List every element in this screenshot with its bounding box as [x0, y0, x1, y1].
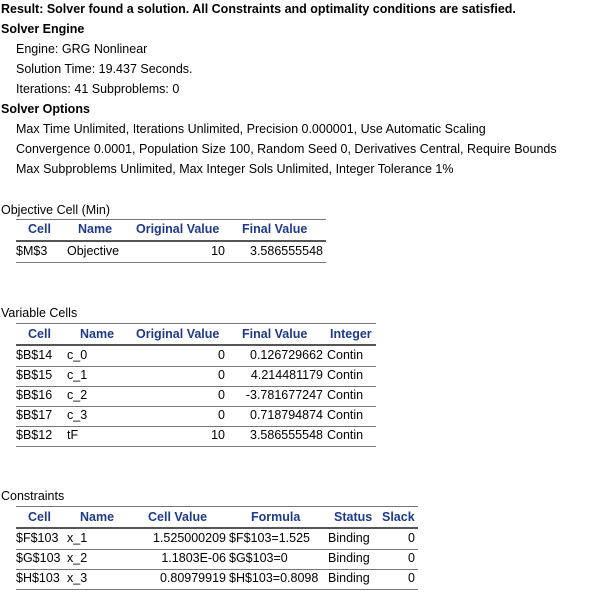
column-header: Cell: [28, 510, 51, 524]
table-cell: 0: [218, 408, 225, 422]
column-header: Cell Value: [148, 510, 208, 524]
table-cell: $B$17: [16, 408, 53, 422]
table-cell: Objective: [67, 244, 120, 258]
table-cell: Contin: [327, 368, 364, 382]
table-divider: [16, 446, 376, 447]
table-cell: $B$14: [16, 348, 53, 362]
column-header: Name: [80, 510, 115, 524]
table-divider: [16, 426, 376, 427]
table-cell: 4.214481179: [250, 368, 323, 382]
column-header: Final Value: [242, 327, 308, 341]
table-cell: Binding: [328, 551, 370, 565]
table-cell: 0: [218, 388, 225, 402]
column-header: Integer: [330, 327, 372, 341]
table-divider: [16, 549, 418, 550]
table-cell: 10: [211, 428, 225, 442]
objective-title: Objective Cell (Min): [1, 203, 111, 217]
table-cell: 0: [218, 348, 225, 362]
table-divider: [16, 386, 376, 387]
options-line: Max Subproblems Unlimited, Max Integer Sols Unlimited, Integer Tolerance 1%: [16, 162, 454, 176]
solver-engine-heading: Solver Engine: [1, 22, 85, 36]
options-line: Convergence 0.0001, Population Size 100, Random Seed 0, Derivatives Central, Require Bounds: [16, 142, 557, 156]
table-cell: 0.718794874: [250, 408, 323, 422]
table-divider: [16, 569, 418, 570]
table-divider: [16, 406, 376, 407]
table-divider: [16, 240, 326, 242]
table-cell: $G$103=0: [229, 551, 288, 565]
column-header: Formula: [251, 510, 301, 524]
table-cell: 0: [408, 551, 415, 565]
column-header: Slack: [382, 510, 415, 524]
table-divider: [16, 262, 326, 263]
column-header: Cell: [28, 327, 51, 341]
table-cell: $B$15: [16, 368, 53, 382]
column-header: Final Value: [242, 222, 308, 236]
table-cell: 0: [218, 368, 225, 382]
table-cell: $G$103: [16, 551, 61, 565]
table-cell: $H$103: [16, 571, 60, 585]
table-cell: $B$16: [16, 388, 53, 402]
table-cell: 1.525000209: [153, 531, 226, 545]
table-cell: 3.586555548: [250, 428, 323, 442]
column-header: Name: [78, 222, 113, 236]
table-cell: 3.586555548: [250, 244, 323, 258]
result-message: Result: Solver found a solution. All Constraints and optimality conditions are satisfied.: [1, 2, 516, 16]
table-cell: 0.80979919: [159, 571, 226, 585]
table-cell: $M$3: [16, 244, 48, 258]
table-cell: x_3: [67, 571, 88, 585]
table-cell: 10: [211, 244, 225, 258]
table-cell: c_1: [67, 368, 88, 382]
table-cell: Contin: [327, 428, 364, 442]
column-header: Original Value: [136, 327, 220, 341]
table-divider: [16, 506, 418, 507]
table-cell: c_2: [67, 388, 88, 402]
table-cell: 0: [408, 571, 415, 585]
options-line: Max Time Unlimited, Iterations Unlimited, Precision 0.000001, Use Automatic Scaling: [16, 122, 486, 136]
constraints-title: Constraints: [1, 489, 65, 503]
table-divider: [16, 323, 376, 324]
solver-options-heading: Solver Options: [1, 102, 90, 116]
table-divider: [16, 344, 376, 346]
table-divider: [16, 589, 418, 590]
table-divider: [16, 527, 418, 529]
table-cell: Contin: [327, 408, 364, 422]
variable-cells-title: Variable Cells: [1, 306, 78, 320]
column-header: Status: [334, 510, 373, 524]
solution-time-line: Solution Time: 19.437 Seconds.: [16, 62, 193, 76]
column-header: Name: [80, 327, 115, 341]
table-cell: -3.781677247: [245, 388, 323, 402]
table-divider: [16, 366, 376, 367]
iterations-line: Iterations: 41 Subproblems: 0: [16, 82, 180, 96]
table-divider: [16, 219, 326, 220]
table-cell: Contin: [327, 388, 364, 402]
table-cell: $F$103=1.525: [229, 531, 310, 545]
table-cell: c_3: [67, 408, 88, 422]
column-header: Cell: [28, 222, 51, 236]
table-cell: $H$103=0.8098: [229, 571, 319, 585]
table-cell: 1.1803E-06: [161, 551, 226, 565]
table-cell: Contin: [327, 348, 364, 362]
table-cell: $F$103: [16, 531, 59, 545]
table-cell: x_2: [67, 551, 88, 565]
table-cell: 0: [408, 531, 415, 545]
table-cell: tF: [67, 428, 79, 442]
table-cell: $B$12: [16, 428, 53, 442]
table-cell: x_1: [67, 531, 88, 545]
table-cell: 0.126729662: [250, 348, 323, 362]
column-header: Original Value: [136, 222, 220, 236]
table-cell: Binding: [328, 571, 370, 585]
engine-line: Engine: GRG Nonlinear: [16, 42, 148, 56]
table-cell: Binding: [328, 531, 370, 545]
table-cell: c_0: [67, 348, 88, 362]
